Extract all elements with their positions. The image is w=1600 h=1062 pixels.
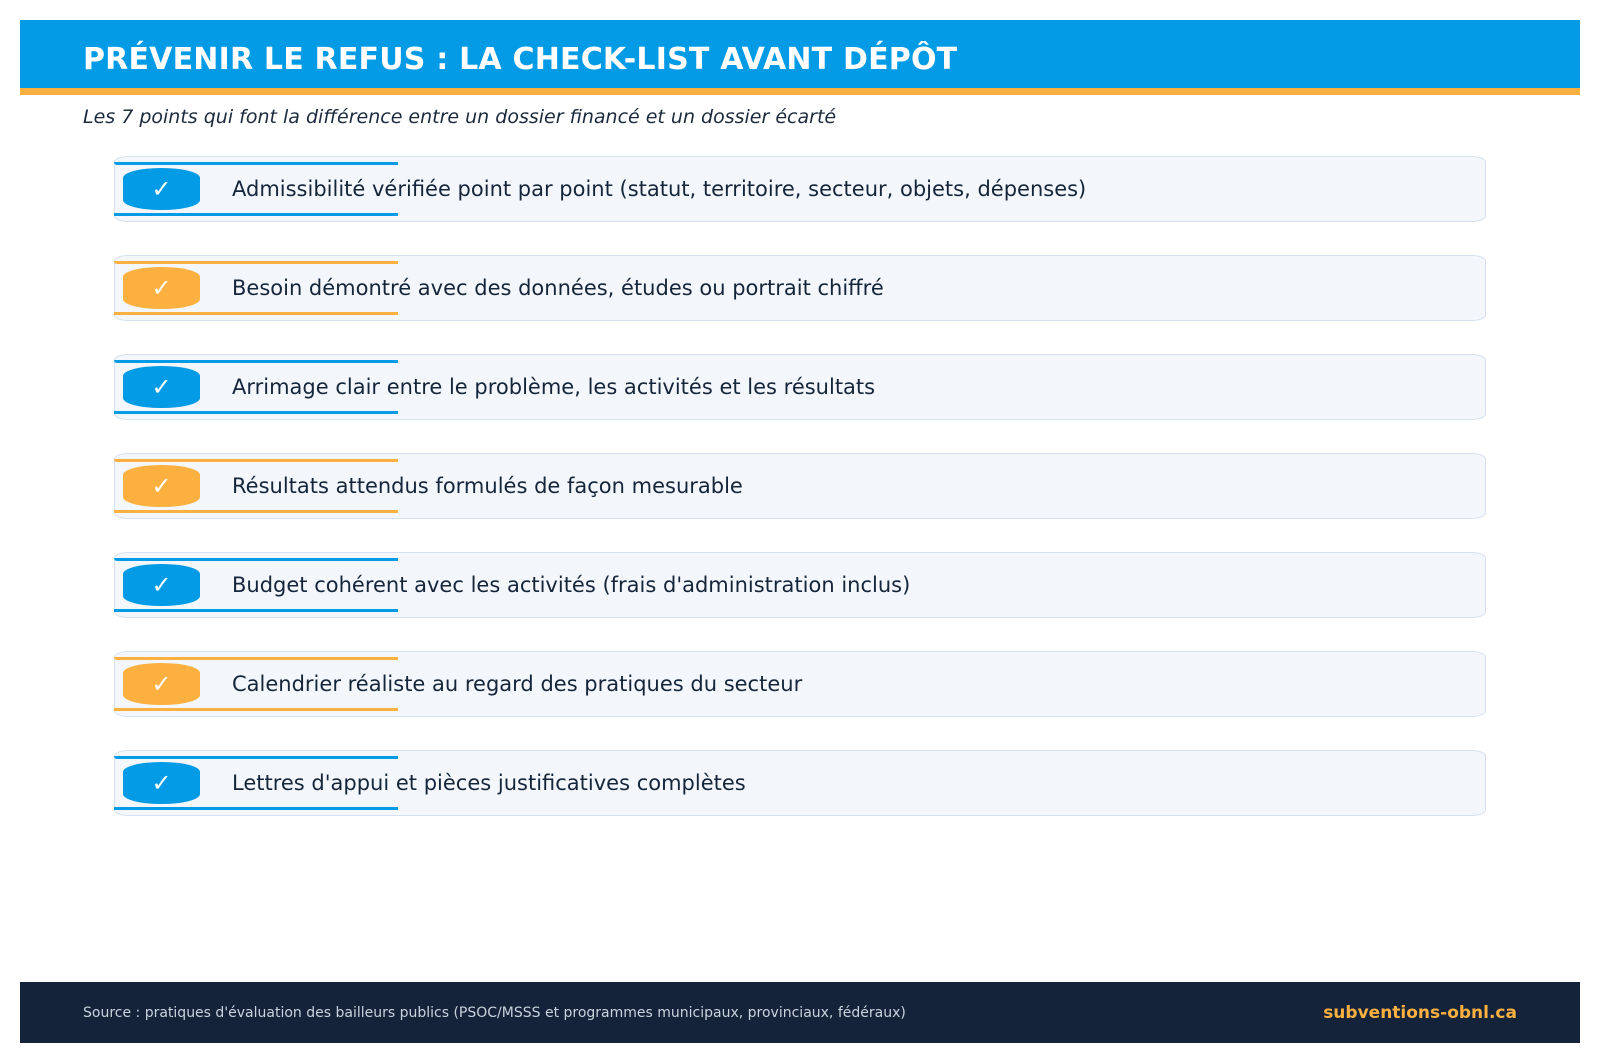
checklist-item-3 <box>114 354 1486 420</box>
item-accent-line <box>114 312 398 315</box>
checklist-item-5 <box>114 552 1486 618</box>
check-icon: ✓ <box>123 465 200 507</box>
header-accent-bar <box>20 88 1580 95</box>
item-text: Budget cohérent avec les activités (frais d'administration inclus) <box>232 573 911 597</box>
checklist-item-7 <box>114 750 1486 816</box>
item-accent-line <box>114 411 398 414</box>
item-accent-line <box>114 213 398 216</box>
footer-source: Source : pratiques d'évaluation des bailleurs publics (PSOC/MSSS et programmes municipaux, provinciaux, fédéraux) <box>83 1004 906 1021</box>
checklist-item-6 <box>114 651 1486 717</box>
check-icon: ✓ <box>123 564 200 606</box>
item-text: Calendrier réaliste au regard des pratiques du secteur <box>232 672 803 696</box>
item-text: Arrimage clair entre le problème, les activités et les résultats <box>232 375 876 399</box>
page-subtitle: Les 7 points qui font la différence entre un dossier financé et un dossier écarté <box>83 106 837 128</box>
item-accent-line <box>114 360 398 363</box>
check-icon: ✓ <box>123 168 200 210</box>
item-accent-line <box>114 510 398 513</box>
footer <box>20 982 1580 1043</box>
item-accent-line <box>114 807 398 810</box>
page-title: PRÉVENIR LE REFUS : LA CHECK-LIST AVANT DÉPÔT <box>83 42 958 77</box>
item-text: Admissibilité vérifiée point par point (statut, territoire, secteur, objets, dépenses) <box>232 177 1087 201</box>
checklist <box>114 156 1486 849</box>
checklist-item-4 <box>114 453 1486 519</box>
item-accent-line <box>114 261 398 264</box>
item-accent-line <box>114 657 398 660</box>
item-text: Besoin démontré avec des données, études ou portrait chiffré <box>232 276 884 300</box>
check-icon: ✓ <box>123 762 200 804</box>
checklist-item-1 <box>114 156 1486 222</box>
item-accent-line <box>114 708 398 711</box>
item-text: Résultats attendus formulés de façon mesurable <box>232 474 743 498</box>
footer-site-link[interactable]: subventions-obnl.ca <box>1323 1002 1517 1023</box>
item-accent-line <box>114 609 398 612</box>
item-accent-line <box>114 459 398 462</box>
item-text: Lettres d'appui et pièces justificatives complètes <box>232 771 746 795</box>
checklist-item-2 <box>114 255 1486 321</box>
check-icon: ✓ <box>123 267 200 309</box>
item-accent-line <box>114 756 398 759</box>
check-icon: ✓ <box>123 366 200 408</box>
item-accent-line <box>114 162 398 165</box>
check-icon: ✓ <box>123 663 200 705</box>
item-accent-line <box>114 558 398 561</box>
